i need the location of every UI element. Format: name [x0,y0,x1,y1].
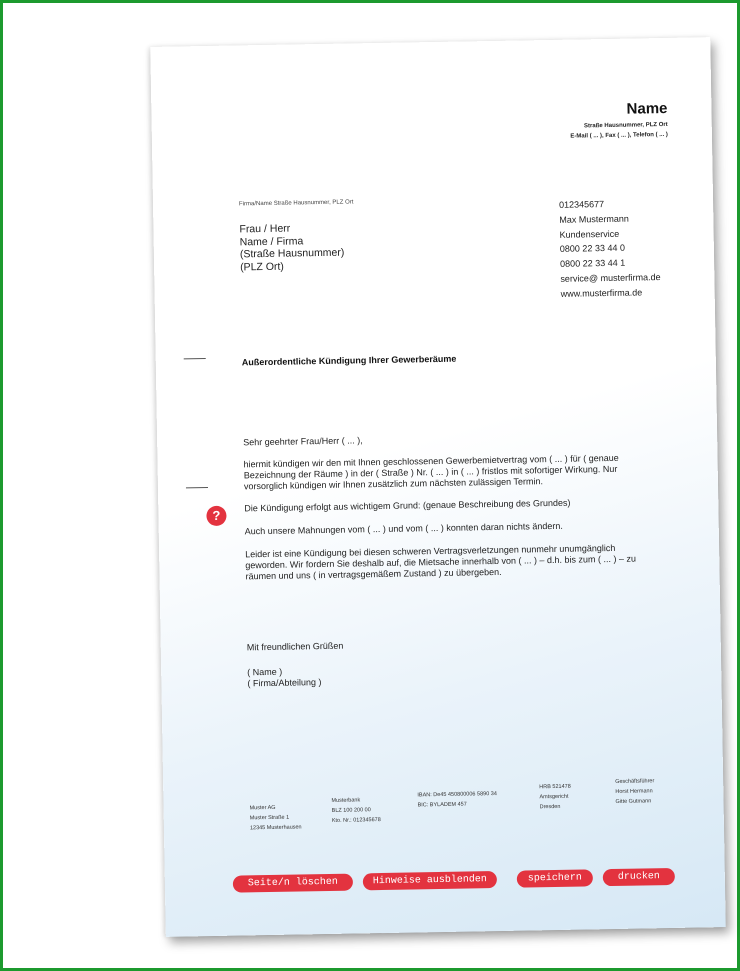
paragraph: Leider ist eine Kündigung bei diesen schweren Vertragsverletzungen nunmehr unumgänglich geworden. Wir fordern Sie deshalb auf, die Mietsache innerhalb von ( ... ) – d.h. bis zum ( ... ) – zu räumen und uns ( in vertragsgemäßem Zustand ) zu übergeben. [245,542,637,582]
footer-line: Muster AG [249,804,276,812]
help-icon[interactable]: ? [206,506,226,526]
footer-line: BLZ 100 200 00 [331,807,371,814]
fax-number: 0800 22 33 44 1 [560,257,626,270]
fold-mark [184,358,206,359]
delete-pages-button[interactable]: Seite/n löschen [233,874,353,893]
letterhead-address: Straße Hausnummer, PLZ Ort [583,121,668,130]
recipient-line: Frau / Herr [239,222,291,236]
department: Kundenservice [559,228,620,240]
footer-line: Horst Hermann [615,788,653,795]
recipient-line: (Straße Hausnummer) [239,246,345,261]
footer-register [539,782,571,813]
footer-line: BIC: BYLADEM 457 [417,801,467,809]
signature-department: ( Firma/Abteilung ) [247,677,322,689]
paragraph: hiermit kündigen wir den mit Ihnen geschlossenen Gewerbemietvertrag vom ( ... ) für ( genaue Bezeichnung der Räume ) in der ( Straße ) Nr. ( ... ) in ( ... ) fristlos mit sofortiger Wirkung. Nur vorsorglich kündigen wir Ihnen zusätzlich zum nächsten zulässigen Termin. [243,452,619,492]
recipient-line: Name / Firma [239,234,304,248]
email-address: service@ musterfirma.de [560,272,661,284]
hide-hints-button[interactable]: Hinweise ausblenden [363,871,497,890]
subject-line: Außerordentliche Kündigung Ihrer Gewerberäume [241,353,457,368]
footer-line: Geschäftsführer [615,778,655,785]
contact-person: Max Mustermann [559,213,629,225]
footer-line: Gitte Gutmann [615,798,652,805]
closing: Mit freundlichen Grüßen [246,640,344,653]
recipient-address [239,222,344,274]
save-button[interactable]: speichern [517,869,593,887]
footer-line: Dresden [539,803,561,811]
footer-line: Muster Straße 1 [249,814,290,822]
reference-number: 012345677 [559,199,605,210]
footer-line: Kto. Nr.: 012345678 [331,817,381,824]
footer-line: Musterbank [331,797,361,804]
footer-company [249,802,301,833]
footer-management [615,776,655,807]
footer-line: IBAN: De45 450800006 5890 34 [417,791,497,799]
letterhead-contact: E-Mail ( ... ), Fax ( ... ), Telefon ( ... ) [570,131,668,140]
sender-return-line: Firma/Name Straße Hausnummer, PLZ Ort [238,199,354,208]
footer-line: 12345 Musterhausen [249,824,302,832]
footer-iban [417,789,497,810]
website: www.musterfirma.de [560,287,643,299]
signature-name: ( Name ) [247,666,283,678]
contact-block [559,196,661,301]
footer-line: Amtsgericht [539,793,569,801]
letter-page [150,37,725,937]
paragraph: Die Kündigung erfolgt aus wichtigem Grund: (genaue Beschreibung des Grundes) [244,497,571,514]
fold-mark [186,487,208,488]
recipient-line: (PLZ Ort) [240,260,284,273]
print-button[interactable]: drucken [603,868,675,886]
footer-line: HRB 521478 [539,783,571,791]
letterhead-name: Name [626,99,668,118]
paragraph: Auch unsere Mahnungen vom ( ... ) und vom ( ... ) konnten daran nichts ändern. [244,520,563,537]
salutation: Sehr geehrter Frau/Herr ( ... ), [243,435,363,448]
phone-number: 0800 22 33 44 0 [559,243,626,255]
footer-bank [331,795,380,826]
